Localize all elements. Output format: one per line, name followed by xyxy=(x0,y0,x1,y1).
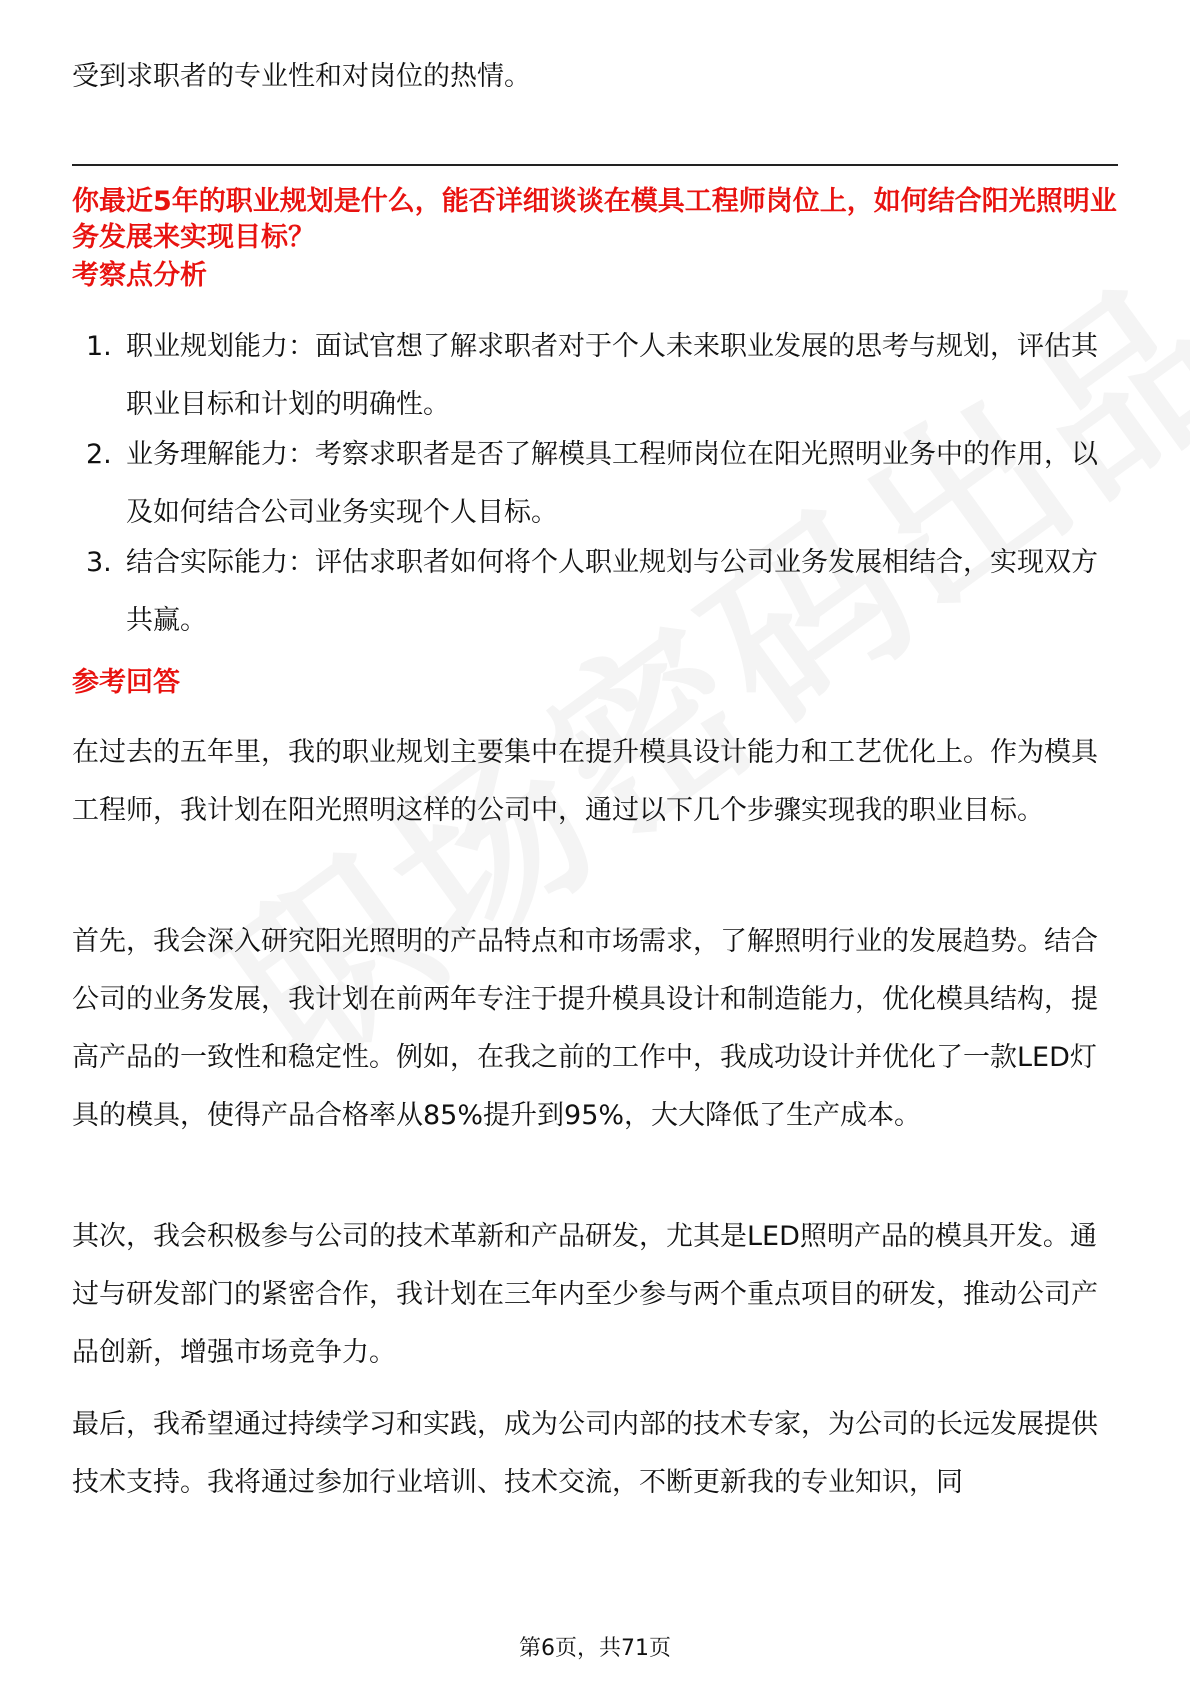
answer-paragraph-1: 在过去的五年里，我的职业规划主要集中在提升模具设计能力和工艺优化上。作为模具工程师，我计划在阳光照明这样的公司中，通过以下几个步骤实现我的职业目标。 xyxy=(72,737,1098,826)
intro-tail-paragraph: 受到求职者的专业性和对岗位的热情。 xyxy=(72,61,531,92)
page-number: 第6页，共71页 xyxy=(519,1636,671,1661)
question-heading: 你最近5年的职业规划是什么，能否详细谈谈在模具工程师岗位上，如何结合阳光照明业务发展来实现目标？ xyxy=(72,186,1117,253)
analysis-item-3 xyxy=(86,534,1118,650)
list-number: 3. xyxy=(86,547,112,578)
answer-title: 参考回答 xyxy=(72,667,180,698)
analysis-title: 考察点分析 xyxy=(72,260,207,291)
analysis-item-2 xyxy=(86,426,1118,542)
list-item-text: 职业规划能力：面试官想了解求职者对于个人未来职业发展的思考与规划，评估其职业目标和计划的明确性。 xyxy=(126,331,1098,420)
section-divider xyxy=(72,164,1118,166)
analysis-item-1 xyxy=(86,318,1118,434)
list-number: 2. xyxy=(86,439,112,470)
list-number: 1. xyxy=(86,331,112,362)
answer-paragraph-4: 最后，我希望通过持续学习和实践，成为公司内部的技术专家，为公司的长远发展提供技术支持。我将通过参加行业培训、技术交流，不断更新我的专业知识，同 xyxy=(72,1409,1098,1498)
answer-paragraph-3: 其次，我会积极参与公司的技术革新和产品研发，尤其是LED照明产品的模具开发。通过与研发部门的紧密合作，我计划在三年内至少参与两个重点项目的研发，推动公司产品创新，增强市场竞争力。 xyxy=(72,1221,1098,1368)
answer-paragraph-2: 首先，我会深入研究阳光照明的产品特点和市场需求，了解照明行业的发展趋势。结合公司的业务发展，我计划在前两年专注于提升模具设计和制造能力，优化模具结构，提高产品的一致性和稳定性。例如，在我之前的工作中，我成功设计并优化了一款LED灯具的模具，使得产品合格率从85%提升到95%，大大降低了生产成本。 xyxy=(72,926,1098,1131)
list-item-text: 业务理解能力：考察求职者是否了解模具工程师岗位在阳光照明业务中的作用，以及如何结合公司业务实现个人目标。 xyxy=(126,439,1098,528)
list-item-text: 结合实际能力：评估求职者如何将个人职业规划与公司业务发展相结合，实现双方共赢。 xyxy=(126,547,1098,636)
